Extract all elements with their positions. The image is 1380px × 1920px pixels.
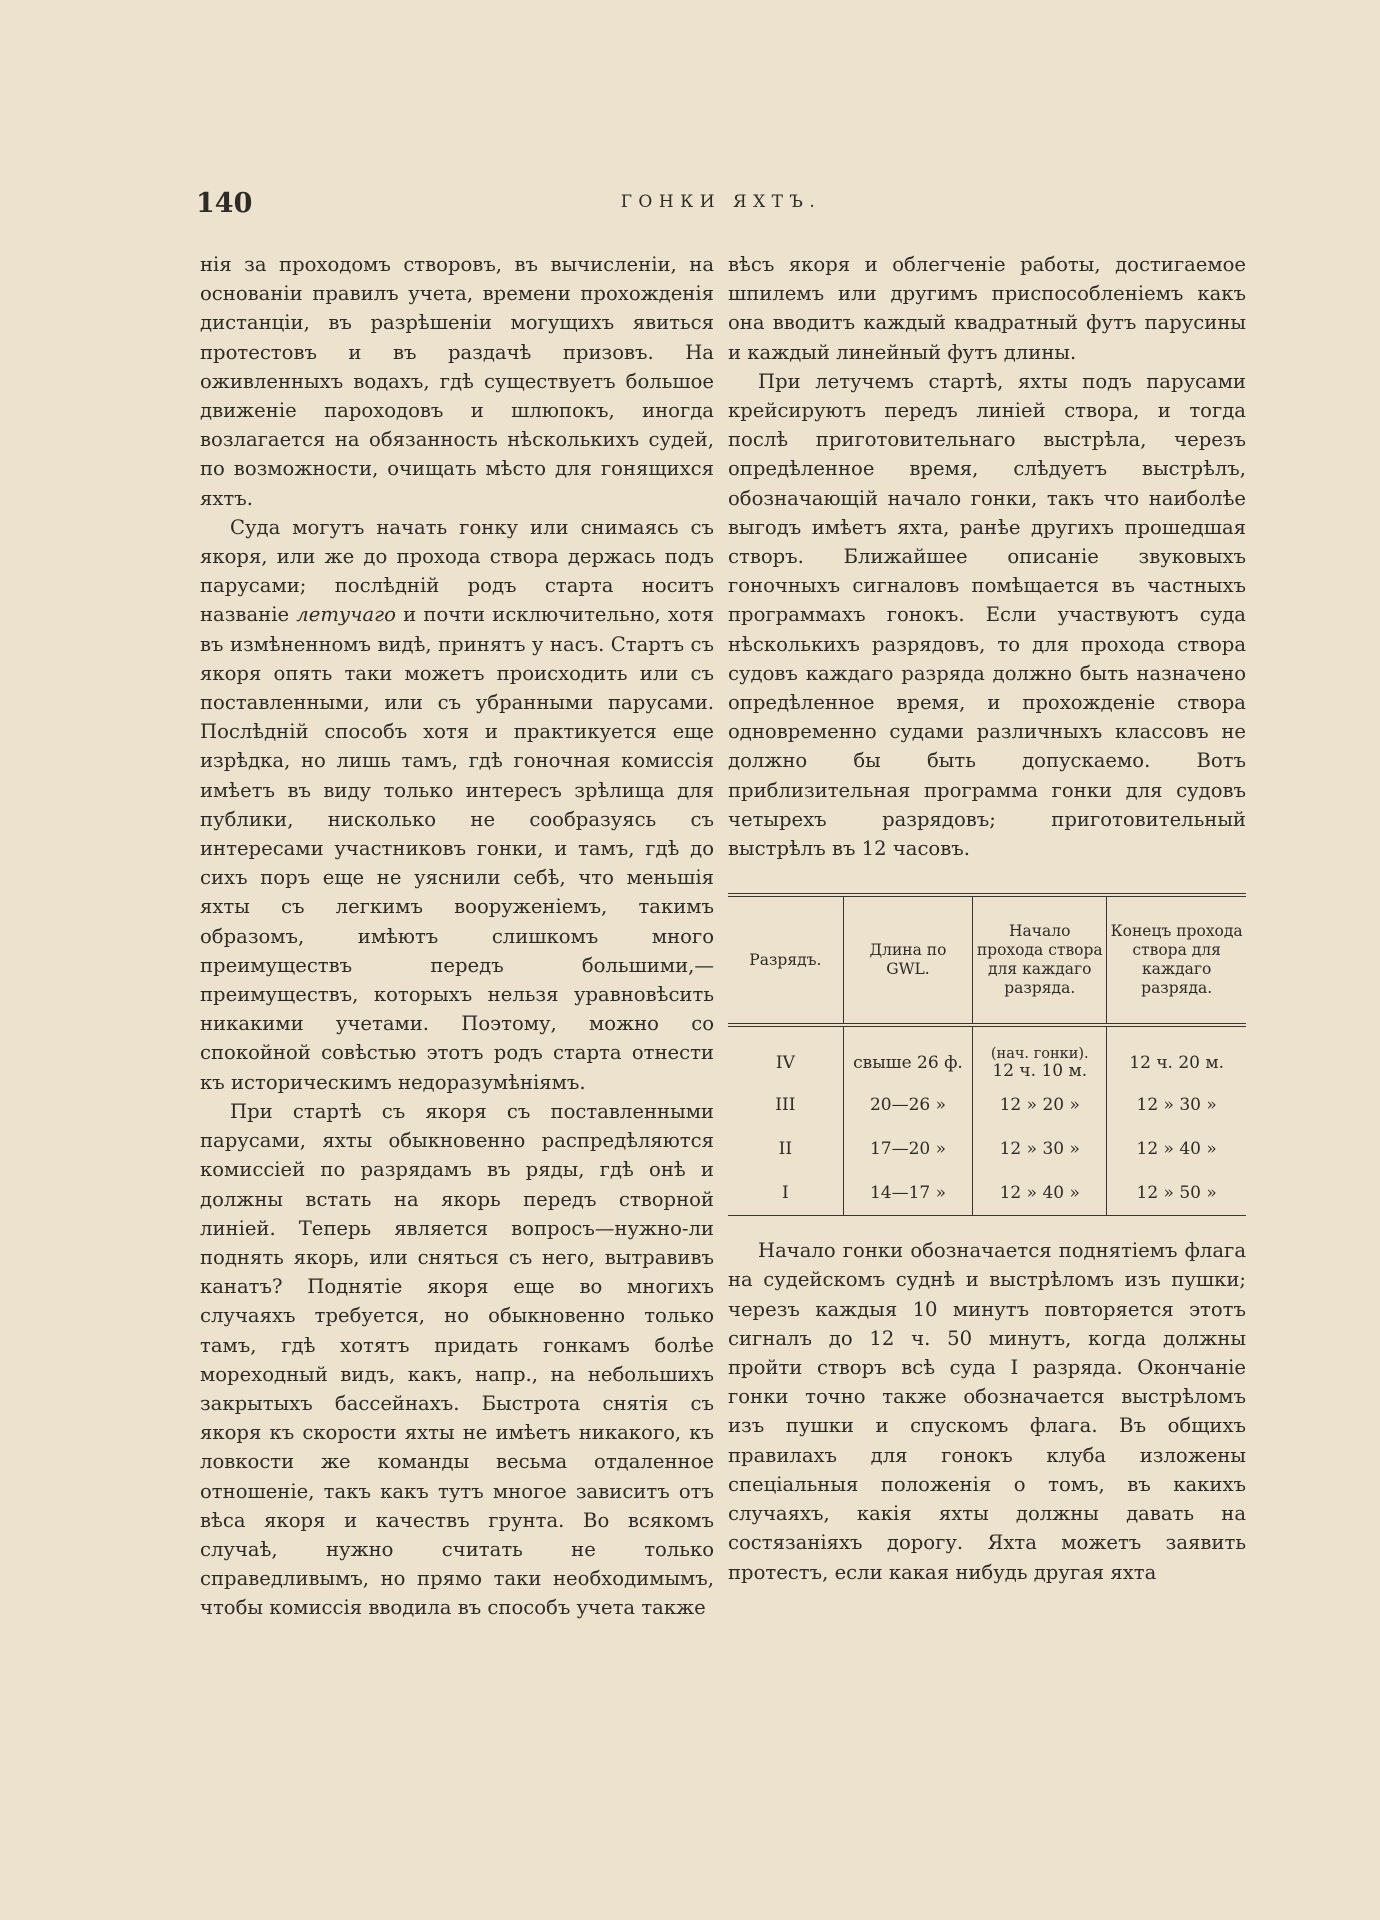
table-row [728, 1171, 1246, 1216]
paragraph: Суда могутъ начать гонку или снимаясь съ якоря, или же до прохода створа держась подъ парусами; послѣдній родъ старта носитъ названіе летучаго и почти исключительно, хотя въ измѣненномъ видѣ, принятъ у насъ. Стартъ съ якоря опять таки можетъ происходить или съ поставленными, или съ убранными парусами. Послѣдній способъ хотя и практикуется еще изрѣдка, но лишь тамъ, гдѣ гоночная комиссія имѣетъ въ виду только интересъ зрѣлища для публики, нисколько не сообразуясь съ интересами участниковъ гонки, и тамъ, гдѣ до сихъ поръ еще не уяснили себѣ, что меньшія яхты съ легкимъ вооруженіемъ, такимъ образомъ, имѣютъ слишкомъ много преимуществъ передъ большими,—преимуществъ, которыхъ нельзя уравновѣсить никакими учетами. Поэтому, можно со спокойной совѣстью этотъ родъ старта отнести къ историческимъ недоразумѣніямъ. [200, 515, 714, 1094]
table-cell: 14—17 » [843, 1171, 972, 1216]
italic-term: летучаго [296, 603, 396, 627]
race-schedule-table [728, 893, 1246, 1216]
right-column [728, 250, 1246, 1587]
table-header-cell: Длина по GWL. [843, 895, 972, 1025]
table-cell: 12 » 50 » [1107, 1171, 1246, 1216]
paragraph: нія за проходомъ створовъ, въ вычисленіи, на основаніи правилъ учета, времени прохожденія дистанціи, въ разрѣшеніи могущихъ явиться протестовъ и въ раздачѣ призовъ. На оживленныхъ водахъ, гдѣ существуетъ большое движеніе пароходовъ и шлюпокъ, иногда возлагается на обязанность нѣсколькихъ судей, по возможности, очищать мѣсто для гонящихся яхтъ. [200, 253, 714, 510]
table-cell: 12 » 30 » [1107, 1083, 1246, 1127]
running-title: ГОНКИ ЯХТЪ. [620, 192, 822, 212]
page-header [196, 188, 1246, 228]
table-cell: II [778, 1138, 793, 1159]
table-cell: 12 » 20 » [973, 1083, 1107, 1127]
table-header-cell: Начало прохода створа для каждаго разряда. [973, 895, 1107, 1025]
table-header-cell: Конецъ прохода створа для каждаго разряда. [1107, 895, 1246, 1025]
table-cell: 12 » 30 » [973, 1127, 1107, 1171]
page-number: 140 [196, 188, 253, 219]
paragraph: Начало гонки обозначается поднятіемъ флага на судейскомъ суднѣ и выстрѣломъ изъ пушки; черезъ каждыя 10 минутъ повторяется этотъ сигналъ до 12 ч. 50 минутъ, когда должны пройти створъ всѣ суда I разряда. Окончаніе гонки точно также обозначается выстрѣломъ изъ пушки и спускомъ флага. Въ общихъ правилахъ для гонокъ клуба изложены спеціальныя положенія о томъ, въ какихъ случаяхъ, какія яхты должны давать на состязаніяхъ дорогу. Яхта можетъ заявить протестъ, если какая нибудь другая яхта [728, 1239, 1246, 1584]
table-cell: 12 » 40 » [973, 1171, 1107, 1216]
paragraph: вѣсъ якоря и облегченіе работы, достигаемое шпилемъ или другимъ приспособленіемъ какъ она вводитъ каждый квадратный футъ парусины и каждый линейный футъ длины. [728, 253, 1246, 364]
table-cell: 12 ч. 20 м. [1107, 1025, 1246, 1083]
table-header-row [728, 895, 1246, 1025]
paragraph: При летучемъ стартѣ, яхты подъ парусами крейсируютъ передъ линіей створа, и тогда послѣ приготовительнаго выстрѣла, черезъ опредѣленное время, слѣдуетъ выстрѣлъ, обозначающій начало гонки, такъ что наиболѣе выгодъ имѣетъ яхта, ранѣе другихъ прошедшая створъ. Ближайшее описаніе звуковыхъ гоночныхъ сигналовъ помѣщается въ частныхъ программахъ гонокъ. Если участвуютъ суда нѣсколькихъ разрядовъ, то для прохода створа судовъ каждаго разряда должно быть назначено опредѣленное время, и прохожденіе створа одновременно судами различныхъ классовъ не должно бы быть допускаемо. Вотъ приблизительная программа гонки для судовъ четырехъ разрядовъ; приготовительный выстрѣлъ въ 12 часовъ. [728, 369, 1246, 861]
table-cell: 12 » 40 » [1107, 1127, 1246, 1171]
left-column [200, 250, 714, 1623]
table-cell: 20—26 » [843, 1083, 972, 1127]
table-header-cell: Разрядъ. [728, 895, 843, 1025]
paragraph: При стартѣ съ якоря съ поставленными парусами, яхты обыкновенно распредѣляются комиссіей по разрядамъ въ ряды, гдѣ онѣ и должны встать на якорь передъ створной линіей. Теперь является вопросъ—нужно-ли поднять якорь, или сняться съ него, вытравивъ канатъ? Поднятіе якоря еще во многихъ случаяхъ требуется, но обыкновенно только тамъ, гдѣ хотятъ придать гонкамъ болѣе мореходный видъ, какъ, напр., на небольшихъ закрытыхъ бассейнахъ. Быстрота снятія съ якоря къ скорости яхты не имѣетъ никакого, къ ловкости же команды весьма отдаленное отношеніе, такъ какъ тутъ многое зависитъ отъ вѣса якоря и качествъ грунта. Во всякомъ случаѣ, нужно считать не только справедливымъ, но прямо таки необходимымъ, чтобы комиссія вводила въ способъ учета также [200, 1099, 714, 1620]
table-note: (нач. гонки). [990, 1045, 1089, 1062]
table-cell: 17—20 » [843, 1127, 972, 1171]
table-row [728, 1127, 1246, 1171]
table-row [728, 1025, 1246, 1083]
table-cell: III [775, 1094, 796, 1115]
table-row [728, 1083, 1246, 1127]
table-cell: свыше 26 ф. [843, 1025, 972, 1083]
table-cell: (нач. гонки). 12 ч. 10 м. [973, 1025, 1107, 1083]
table-cell: IV [775, 1052, 795, 1073]
table-cell: I [782, 1182, 789, 1203]
